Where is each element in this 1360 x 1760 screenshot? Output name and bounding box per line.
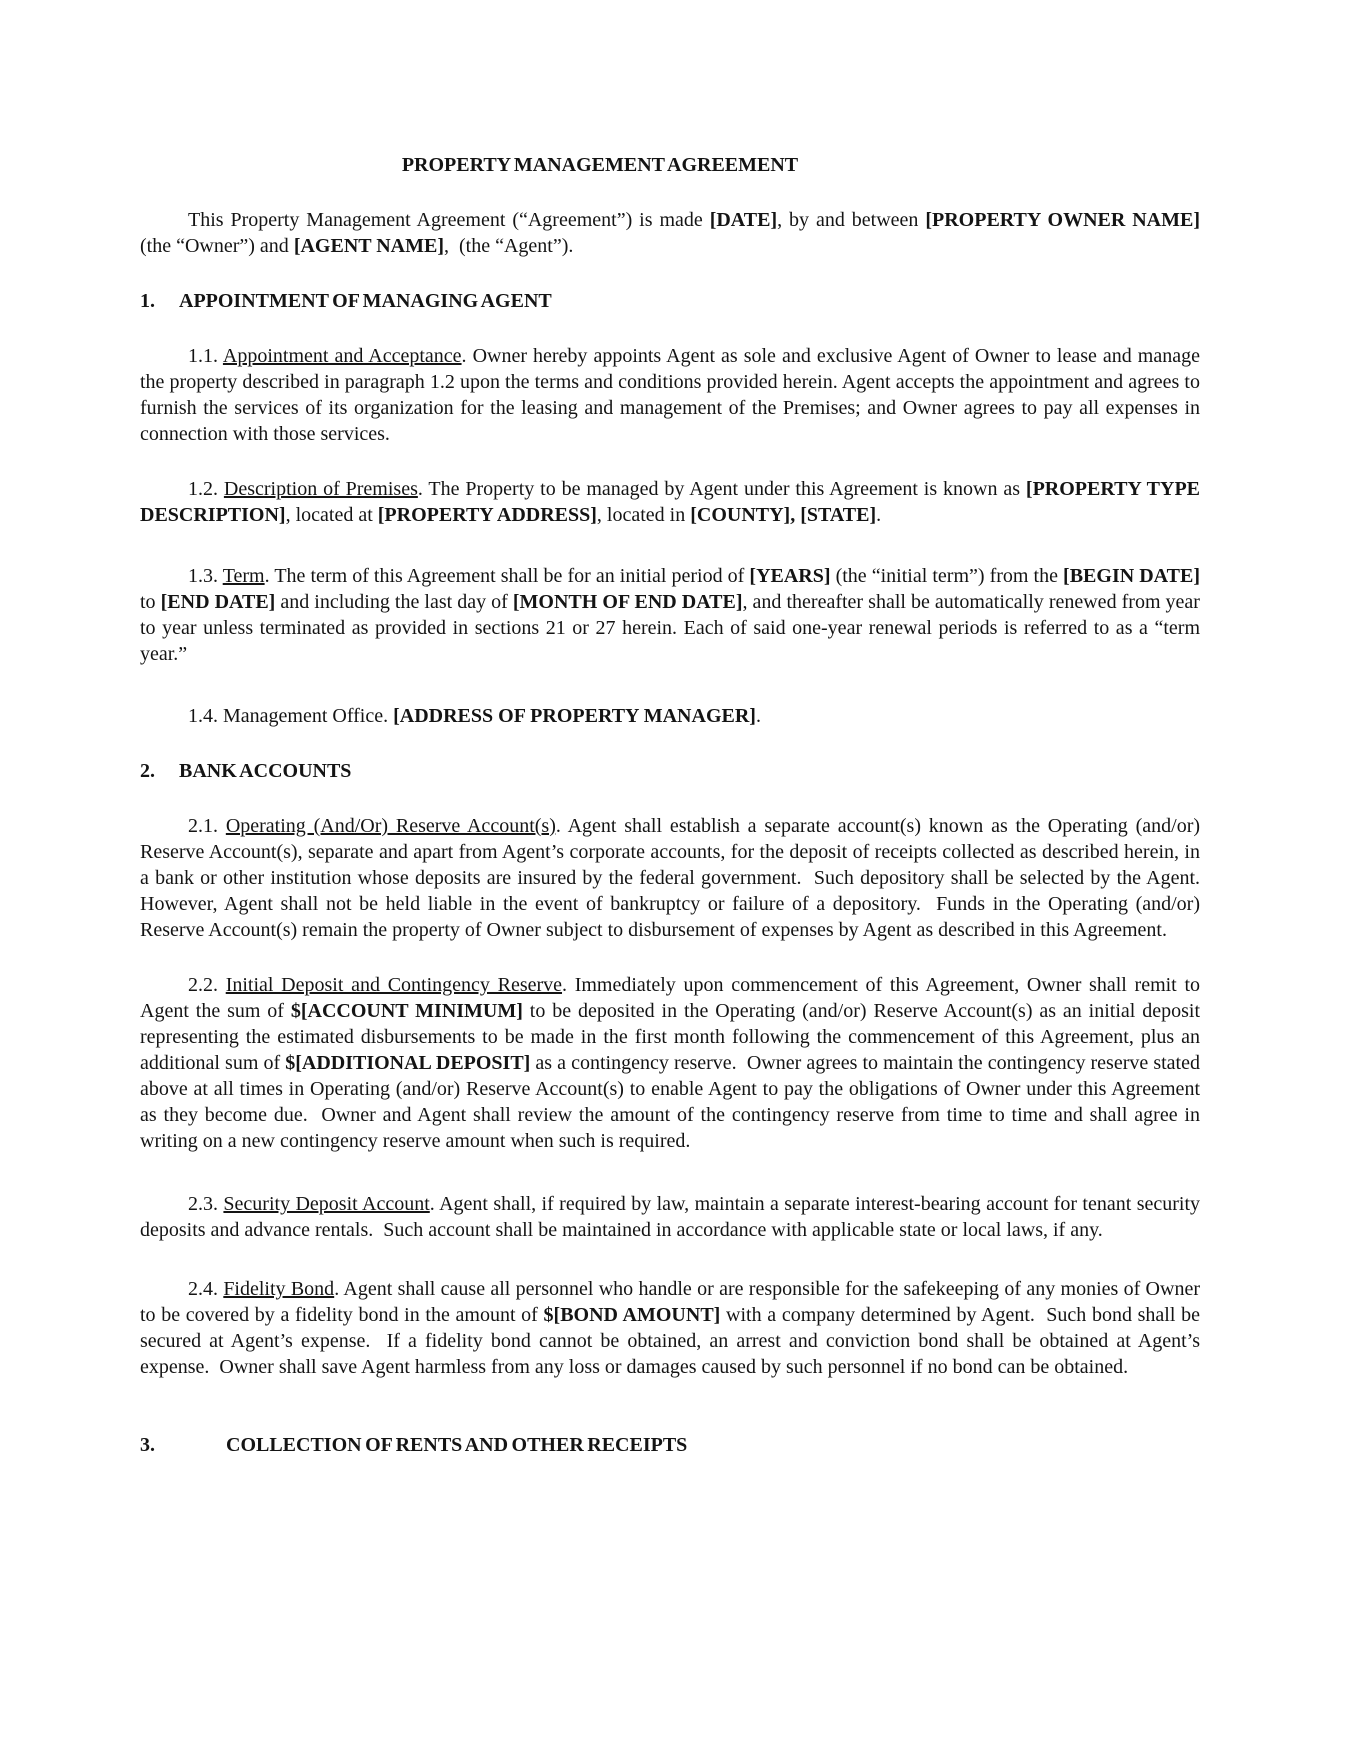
clause-title: Initial Deposit and Contingency Reserve: [225, 974, 563, 996]
clause-title: Fidelity Bond: [223, 1278, 335, 1300]
section-heading-text: BANK ACCOUNTS: [179, 760, 352, 782]
text-run: 2.2.: [188, 974, 226, 996]
placeholder-field: $[ADDITIONAL DEPOSIT]: [285, 1052, 531, 1074]
text-run: . Owner hereby appoints Agent as sole and exclusive Agent of Owner to lease and manage the property described in paragraph 1.2 upon the terms and conditions provided herein. Agent accepts the appointment and agrees to furnish the services of its organization for the leasing and management of the Premises; and Owner agrees to pay all expenses in connection with those services.: [140, 345, 1205, 445]
placeholder-field: [PROPERTY OWNER NAME]: [925, 209, 1200, 231]
text-run: This Property Management Agreement (“Agreement”) is made: [188, 209, 710, 231]
text-run: .: [755, 705, 761, 727]
placeholder-field: [AGENT NAME]: [293, 235, 444, 257]
clause-2-3: [140, 1191, 1206, 1243]
placeholder-field: [ADDRESS OF PROPERTY MANAGER]: [393, 705, 756, 727]
clause-title: Security Deposit Account: [223, 1193, 430, 1215]
clause-title: Appointment and Acceptance: [222, 345, 462, 367]
clause-title: Description of Premises: [223, 478, 418, 500]
text-run: and including the last day of: [275, 591, 513, 613]
clause-1-2: [140, 476, 1206, 528]
clause-1-3: [140, 563, 1205, 667]
placeholder-field: [MONTH OF END DATE]: [512, 591, 743, 613]
clause-2-4: [140, 1276, 1205, 1380]
heading-1: [140, 288, 1200, 314]
text-run: . Agent shall establish a separate account(s) known as the Operating (and/or) Reserve Account(s), separate and apart from Agent’s corporate accounts, for the deposit of receipts collected as described herein, in a bank or other institution whose deposits are insured by the federal government. Such depository shall be selected by the Agent. However, Agent shall not be held liable in the event of bankruptcy or failure of a depository. Funds in the Operating (and/or) Reserve Account(s) remain the property of Owner subject to disbursement of expenses by Agent as described in this Agreement.: [140, 815, 1210, 941]
text-run: , located in: [596, 504, 691, 526]
clause-1-4: [140, 703, 1200, 729]
placeholder-field: [YEARS]: [749, 565, 831, 587]
document-body: [140, 152, 1210, 1487]
text-run: with a company determined by Agent. Such bond shall be secured at Agent’s expense. If a fidelity bond cannot be obtained, an arrest and conviction bond shall be obtained at Agent’s expense. Owner shall save Agent harmless from any loss or damages caused by such personnel if no bond can be obtained.: [140, 1304, 1205, 1378]
text-run: , and thereafter shall be automatically renewed from year to year unless terminated as provided in sections 21 or 27 herein. Each of said one-year renewal periods is referred to as a “term year.”: [140, 591, 1205, 665]
text-run: 1.3.: [188, 565, 223, 587]
text-run: 1.1.: [188, 345, 223, 367]
text-run: 2.3.: [188, 1193, 224, 1215]
section-number: 3.: [140, 1434, 155, 1456]
text-run: , (the “Agent”).: [444, 235, 574, 257]
heading-3: [140, 1432, 1200, 1458]
text-run: (the “Owner”) and: [140, 209, 1205, 257]
text-run: . Immediately upon commencement of this Agreement, Owner shall remit to Agent the sum of: [140, 974, 1204, 1022]
section-number: 1.: [140, 290, 155, 312]
section-number: 2.: [140, 760, 155, 782]
heading-2: [140, 758, 1200, 784]
placeholder-field: [DATE]: [709, 209, 778, 231]
clause-1-1: [140, 343, 1205, 447]
placeholder-field: $[ACCOUNT MINIMUM]: [290, 1000, 523, 1022]
text-run: , located at: [285, 504, 378, 526]
clause-title: Term: [222, 565, 265, 587]
text-run: . Agent shall cause all personnel who handle or are responsible for the safekeeping of any monies of Owner to be covered by a fidelity bond in the amount of: [140, 1278, 1205, 1326]
text-run: to be deposited in the Operating (and/or) Reserve Account(s) as an initial deposit representing the estimated disbursements to be made in the first month following the commencement of this Agreement, plus an additional sum of: [140, 1000, 1206, 1074]
placeholder-field: [COUNTY], [STATE]: [690, 504, 877, 526]
text-run: , by and between: [777, 209, 926, 231]
text-run: as a contingency reserve. Owner agrees to maintain the contingency reserve stated above at all times in Operating (and/or) Reserve Account(s) to enable Agent to pay the obligations of Owner under this Agreement as they become due. Owner and Agent shall review the amount of the contingency reserve from time to time and shall agree in writing on a new contingency reserve amount when such is required.: [140, 1052, 1205, 1152]
section-heading-text: APPOINTMENT OF MANAGING AGENT: [179, 290, 552, 312]
document-title: PROPERTY MANAGEMENT AGREEMENT: [401, 154, 799, 176]
clause-2-2: [140, 972, 1206, 1154]
text-run: . Agent shall, if required by law, maintain a separate interest-bearing account for tenant security deposits and advance rentals. Such account shall be maintained in accordance with applicable state or local laws, if any.: [140, 1193, 1206, 1241]
text-run: 1.2.: [188, 478, 224, 500]
text-run: . The Property to be managed by Agent under this Agreement is known as: [417, 478, 1026, 500]
text-run: 1.4. Management Office.: [188, 705, 394, 727]
text-run: (the “initial term”) from the: [830, 565, 1064, 587]
text-run: to: [140, 565, 1205, 613]
placeholder-field: [BEGIN DATE]: [1063, 565, 1200, 587]
intro-paragraph: [140, 207, 1205, 259]
placeholder-field: [PROPERTY TYPE DESCRIPTION]: [140, 478, 1206, 526]
text-run: 2.1.: [188, 815, 226, 837]
placeholder-field: $[BOND AMOUNT]: [543, 1304, 721, 1326]
text-run: . The term of this Agreement shall be for an initial period of: [264, 565, 750, 587]
clause-title: Operating (And/Or) Reserve Account(s): [225, 815, 556, 837]
text-run: .: [876, 504, 882, 526]
clause-2-1: [140, 813, 1210, 943]
section-heading-text: COLLECTION OF RENTS AND OTHER RECEIPTS: [226, 1434, 688, 1456]
text-run: 2.4.: [188, 1278, 224, 1300]
placeholder-field: [PROPERTY ADDRESS]: [377, 504, 597, 526]
placeholder-field: [END DATE]: [160, 591, 276, 613]
